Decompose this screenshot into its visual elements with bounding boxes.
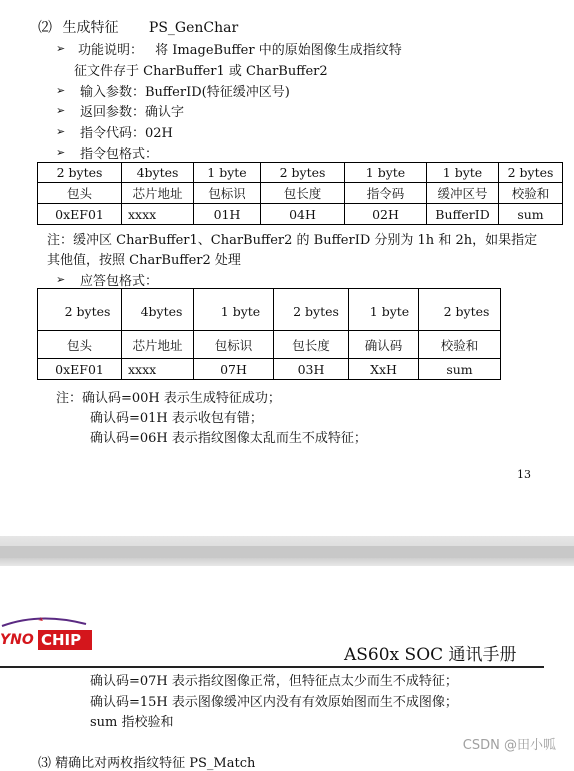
table-cell: 0xEF01 <box>38 359 122 380</box>
document-title: AS60x SOC 通讯手册 <box>344 645 517 665</box>
table-cell: 2 bytes <box>38 289 122 331</box>
watermark: CSDN @田小呱 <box>462 738 556 753</box>
bullet-arrow-icon: ➢ <box>56 42 66 55</box>
table-cell: 2 bytes <box>499 163 563 183</box>
page-number: 13 <box>517 468 531 481</box>
table-cell: xxxx <box>122 204 194 225</box>
table-cell: xxxx <box>122 359 194 380</box>
table-cell: sum <box>419 359 501 380</box>
table-cell: 0xEF01 <box>38 204 122 225</box>
table-cell: 1 byte <box>194 289 274 331</box>
table-cell: 4bytes <box>122 163 194 183</box>
table-cell: 包长度 <box>274 331 349 359</box>
table-cell: 2 bytes <box>274 289 349 331</box>
table-cell: 2 bytes <box>419 289 501 331</box>
table-cell: XxH <box>349 359 419 380</box>
bullet-arrow-icon: ➢ <box>56 125 66 138</box>
table-row <box>38 163 563 183</box>
table-cell: 02H <box>345 204 427 225</box>
table-cell: 包长度 <box>261 183 345 204</box>
table-cell: 校验和 <box>419 331 501 359</box>
note-line: 其他值，按照 CharBuffer2 处理 <box>47 253 241 268</box>
table-row <box>38 331 501 359</box>
cmd-format-label: 指令包格式： <box>80 147 159 162</box>
table-cell: 1 byte <box>345 163 427 183</box>
bullet-arrow-icon: ➢ <box>56 146 66 159</box>
table-cell: 01H <box>194 204 261 225</box>
table-cell: 03H <box>274 359 349 380</box>
note-line: 注：确认码=00H 表示生成特征成功； <box>56 391 281 406</box>
table-cell: 芯片地址 <box>122 331 194 359</box>
opcode: 指令代码：02H <box>80 126 173 141</box>
section-title: 生成特征 <box>62 20 119 36</box>
bullet-arrow-icon: ➢ <box>56 84 66 97</box>
table-cell: 1 byte <box>194 163 261 183</box>
table-row <box>38 359 501 380</box>
next-section-heading-cutoff: ⑶ 精确比对两枚指纹特征 PS_Match <box>38 756 256 771</box>
table-row <box>38 289 501 331</box>
section-number: ⑵ <box>38 20 52 36</box>
function-description <box>78 39 402 58</box>
table-cell: 指令码 <box>345 183 427 204</box>
table-cell: 确认码 <box>349 331 419 359</box>
table-cell: 2 bytes <box>261 163 345 183</box>
logo-text-prefix: YNO <box>0 632 34 648</box>
table-cell: 包标识 <box>194 331 274 359</box>
logo-text-chip: CHIP <box>41 631 82 649</box>
table-cell: 包头 <box>38 183 122 204</box>
function-label: 功能说明： <box>78 43 144 58</box>
company-logo <box>0 614 100 654</box>
section-heading <box>38 17 238 37</box>
bullet-arrow-icon: ➢ <box>56 104 66 117</box>
table-row <box>38 183 563 204</box>
table-cell: 芯片地址 <box>122 183 194 204</box>
header-rule <box>0 666 544 668</box>
table-cell: 缓冲区号 <box>427 183 499 204</box>
command-packet-table <box>37 162 563 225</box>
table-cell: 包头 <box>38 331 122 359</box>
note-line: 确认码=06H 表示指纹图像太乱而生不成特征； <box>90 431 367 446</box>
table-cell: 2 bytes <box>38 163 122 183</box>
return-params: 返回参数：确认字 <box>80 105 185 120</box>
reply-format-label: 应答包格式： <box>80 274 159 289</box>
bullet-arrow-icon: ➢ <box>56 273 66 286</box>
table-cell: 包标识 <box>194 183 261 204</box>
table-cell: sum <box>499 204 563 225</box>
next-page-line: 确认码=07H 表示指纹图像正常，但特征点太少而生不成特征； <box>90 674 458 689</box>
next-page-line: 确认码=15H 表示图像缓冲区内没有有效原始图而生不成图像； <box>90 695 458 710</box>
function-text-line1: 将 ImageBuffer 中的原始图像生成指纹特 <box>155 43 402 58</box>
table-cell: BufferID <box>427 204 499 225</box>
table-cell: 校验和 <box>499 183 563 204</box>
table-cell: 4bytes <box>122 289 194 331</box>
note-line: 确认码=01H 表示收包有错； <box>90 411 263 426</box>
next-page-line: sum 指校验和 <box>90 715 174 730</box>
reply-packet-table <box>37 288 501 380</box>
input-params: 输入参数：BufferID(特征缓冲区号) <box>80 85 290 100</box>
note-line: 注：缓冲区 CharBuffer1、CharBuffer2 的 BufferID 分别为 1h 和 2h，如果指定 <box>47 233 538 248</box>
page-separator <box>0 536 574 566</box>
table-cell: 1 byte <box>427 163 499 183</box>
table-cell: 07H <box>194 359 274 380</box>
table-cell: 04H <box>261 204 345 225</box>
function-text-line2: 征文件存于 CharBuffer1 或 CharBuffer2 <box>74 64 328 79</box>
table-cell: 1 byte <box>349 289 419 331</box>
table-row <box>38 204 563 225</box>
section-code: PS_GenChar <box>148 20 239 36</box>
